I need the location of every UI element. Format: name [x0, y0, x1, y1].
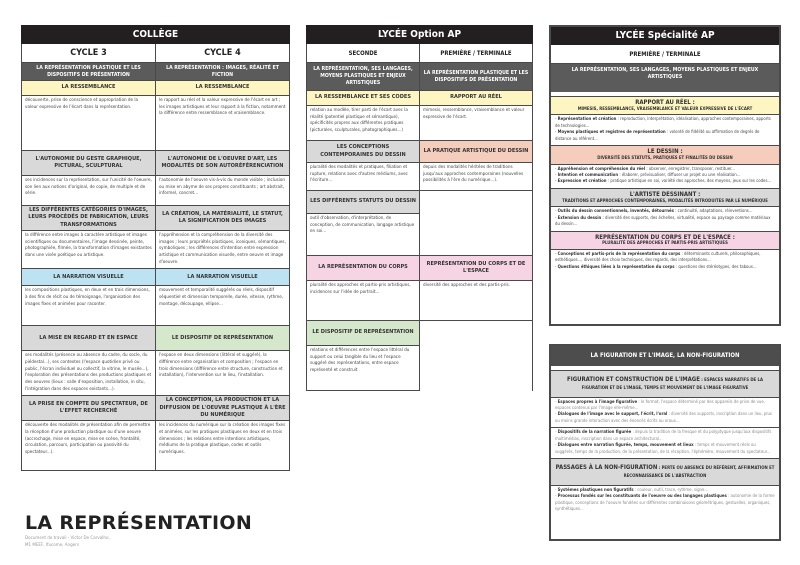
block-title: PASSAGES À LA NON-FIGURATION	[555, 464, 658, 472]
block-title: FIGURATION ET CONSTRUCTION DE L'IMAGE	[567, 376, 700, 383]
bullet-item: - Intention et communication : élaborer, prévisualiser, diffuser un projet ou une réalisation...	[555, 172, 741, 178]
theme-header: LES DIFFÉRENTS STATUTS DU DESSIN	[307, 191, 420, 214]
cycle-4-header: CYCLE 4	[156, 44, 290, 63]
block-text	[551, 206, 779, 230]
premiere-theme: LA REPRÉSENTATION PLASTIQUE ET LES DISPOSITIFS DE PRÉSENTATION	[420, 63, 533, 91]
seconde-theme: LA REPRÉSENTATION, SES LANGAGES, MOYENS PLASTIQUES ET ENJEUX ARTISTIQUES	[307, 63, 420, 91]
theme-header: LA PRISE EN COMPTE DU SPECTATEUR, DE L'EFFET RECHERCHÉ	[22, 396, 156, 421]
bullet-text: : élaborer, prévisualiser, diffuser un projet ou une réalisation...	[618, 172, 741, 178]
specialite-panel	[549, 25, 781, 326]
bullet-label: Extension du dessin	[557, 215, 602, 221]
bullet-label: Processus fondés sur les constituants de l'oeuvre ou des langages plastiques	[557, 494, 727, 500]
bullet-text: : continuité, adaptations, réinventions...	[673, 209, 753, 215]
theme-text: l'espace en deux dimensions (littéral et suggéré), la différence entre organisation et composition ; l'espace en trois dimensions (différence entre structure, construction et installation), l'intervention sur le lieu, l'installation.	[156, 351, 290, 396]
credit-author: Document de travail - Victor De Carvalho,	[25, 536, 110, 541]
bullet-text: : diversité des supports, inscription dans un lieu, plus ou moins grande interaction avec des énoncés écrits ou oraux...	[555, 412, 772, 424]
bullet-item: - Systèmes plastiques non figuratifs : couleur, outil, trace, rythme, signe...	[555, 487, 709, 493]
bullet-label: Appréhension et compréhension du réel	[557, 166, 646, 172]
bullet-text: : couleur, outil, trace, rythme, signe...	[633, 487, 709, 493]
block-header	[551, 96, 779, 114]
bullet-label: Outils du dessin conventionnels, inventés, détournés	[557, 209, 674, 215]
theme-header: LA MISE EN REGARD ET EN ESPACE	[22, 326, 156, 351]
theme-header: LES CONCEPTIONS CONTEMPORAINES DU DESSIN	[307, 141, 420, 163]
theme-text: découverte, prise de conscience et appropriation de la valeur expressive de l'écart dans la représentation.	[22, 96, 156, 151]
theme-text: relations et différences entre l'espace littéral du support ou celui tangible du lieu et l'espace suggéré des représentations, entre espace représenté et construit	[307, 346, 420, 391]
specialite-title: LYCÉE Spécialité AP	[551, 27, 779, 45]
credit-institution: M1 MEEF, Ifucome, Angers	[25, 543, 79, 548]
bullet-text: : observer, enregistrer, transposer, restituer...	[645, 166, 735, 172]
theme-text: la différence entre images à caractère artistique et images scientifiques ou documentaires, l'image dessinée, peinte, photographiée, filmée, la transformation d'images existantes dans une visée poétique ou artistique.	[22, 231, 156, 269]
college-panel	[21, 25, 290, 466]
theme-text: depuis des modalités héritées de traditions jusqu'aux approches contemporaines (nouvelles possibilités à l'ère du numérique...).	[420, 163, 533, 191]
option-title: LYCÉE Option AP	[307, 26, 533, 44]
specialite-theme: LA REPRÉSENTATION, SES LANGAGES, MOYENS PLASTIQUES ET ENJEUX ARTISTIQUES	[551, 64, 779, 92]
cycle-3-header: CYCLE 3	[22, 44, 156, 63]
bullet-label: Représentation et création	[557, 117, 617, 123]
theme-text: ses modalités (présence ou absence du cadre, du socle, du piédestal...), ses contextes (l'espace quotidien privé ou public, l'écran individuel ou collectif, la vitrine, le musée...), l'exploration des présentations des productions plastiques et des oeuvres (lieux : salle d'exposition, installation, in situ, l'intégration dans des espaces existants...).	[22, 351, 156, 396]
bullet-item: - Moyens plastiques et registres de représentation : volonté de fidélité ou affirmation de degrés de distance au référent...	[555, 130, 760, 142]
cycle-3-theme: LA REPRÉSENTATION PLASTIQUE ET LES DISPOSITIFS DE PRÉSENTATION	[22, 63, 156, 81]
empty-cell	[420, 191, 533, 214]
figuration-panel	[549, 344, 781, 541]
bullet-label: Expression et création	[557, 179, 607, 185]
bullet-item: - Conceptions et partis-pris de la représentation du corps : déterminants culturels, philosophiques, esthétiques..., diversité des choix techniques, des regards, des interprétations...	[555, 251, 761, 264]
figuration-title: LA FIGURATION ET L'IMAGE, LA NON-FIGURATION	[551, 346, 779, 366]
college-title: COLLÈGE	[22, 26, 290, 44]
theme-text: l'autonomie de l'oeuvre vis-à-vis du monde visible ; inclusion ou mise en abyme de ses propres constituants ; art abstrait, informel, concret...	[156, 176, 290, 206]
bullet-label: Conceptions et partis-pris de la représentation du corps	[557, 251, 681, 257]
bullet-item: - Dispositifs de la narration figurée : depuis la tradition de la fresque et du polyptyque jusqu'aux dispositifs multimédias, inscription dans un espace architectural...	[555, 430, 772, 442]
empty-cell	[420, 346, 533, 391]
theme-text: les compositions plastiques, en deux et en trois dimensions, à des fins de récit ou de témoignage, l'organisation des images fixes et animées pour raconter.	[22, 286, 156, 326]
theme-text: outil d'observation, d'interprétation, de conception, de communication, langage artistique en soi...	[307, 214, 420, 256]
empty-cell	[420, 214, 533, 256]
theme-header: LA NARRATION VISUELLE	[156, 269, 290, 286]
bullet-label: Dialogues de l'image avec le support, l'écrit, l'oral	[557, 412, 668, 418]
block-title: LE DESSIN :	[647, 148, 683, 156]
theme-text: les incidences du numérique sur la création des images fixes et animées, sur les pratiques plastiques en deux et en trois dimensions ; les relations entre intentions artistiques, médiums de la pratique plastique, codes et outils numériques.	[156, 421, 290, 471]
bullet-label: Dispositifs de la narration figurée	[557, 430, 632, 436]
bullet-text: : le format, l'espace déterminé par des appareils de prise de vue, espaces contenus par l'image elle-même...	[555, 399, 765, 412]
bullet-item: - Extension du dessin : diversité des supports, des échelles, virtualité, espace ou paysage comme matériaux du dessin...	[555, 215, 771, 228]
theme-text: mimesis, ressemblance, vraisemblance et valeur expressive de l'écart.	[420, 106, 533, 141]
college-table	[21, 25, 290, 471]
bullet-item: - Expression et création : pratique artistique en soi, variété des approches, des moyens, jeux sur les codes...	[555, 179, 772, 185]
bullet-text: : reproduction, interprétation, idéalisation, approches contemporaines, apports de technologies...	[555, 117, 771, 129]
bullet-item: - Processus fondés sur les constituants de l'oeuvre ou des langages plastiques : autonomie de la forme plastique, conceptions de l'oeuvre fondées sur différentes combinaisons géométriques, gestuelles, organiques, synthétiques...	[555, 494, 775, 512]
bullet-label: Espaces propres à l'image figurative	[557, 399, 638, 405]
theme-header: REPRÉSENTATION DU CORPS ET DE L'ESPACE	[420, 256, 533, 281]
theme-header: LE DISPOSITIF DE REPRÉSENTATION	[156, 326, 290, 351]
theme-header: L'AUTONOMIE DE L'OEUVRE D'ART, LES MODALITÉS DE SON AUTORÉFÉRENCIATION	[156, 151, 290, 176]
theme-text: relation au modèle, tirer parti de l'écart avec la réalité (potentiel plastique et sémantique), spécificités propres aux différentes pratiques (picturales, sculpturales, photographiques...)	[307, 106, 420, 141]
theme-header: LA RESSEMBLANCE	[156, 81, 290, 96]
bullet-text: : volonté de fidélité ou affirmation de degrés de distance au référent...	[555, 130, 760, 142]
bullet-text: : depuis la tradition de la fresque et du polyptyque jusqu'aux dispositifs multimédias, inscription dans un espace architectural...	[555, 430, 772, 442]
theme-header: LE DISPOSITIF DE REPRÉSENTATION	[307, 321, 420, 346]
premiere-terminale-header: PREMIÈRE / TERMINALE	[420, 44, 533, 63]
theme-header: LA CONCEPTION, LA PRODUCTION ET LA DIFFUSION DE L'OEUVRE PLASTIQUE À L'ÈRE DU NUMÉRIQUE	[156, 396, 290, 421]
bullet-label: Systèmes plastiques non figuratifs	[557, 487, 634, 493]
cycle-4-theme: LA REPRÉSENTATION : IMAGES, RÉALITÉ ET FICTION	[156, 63, 290, 81]
block-header	[551, 370, 779, 397]
bullet-label: Dialogues entre narration figurée, temps, mouvement et lieux	[557, 443, 694, 449]
bullet-item: - Outils du dessin conventionnels, inventés, détournés : continuité, adaptations, réinventions...	[555, 209, 753, 215]
block-header	[551, 145, 779, 163]
block-subtitle: : ESPACES NARRATIFS DE LA FIGURATION ET DE L'IMAGE, TEMPS ET MOUVEMENT DE L'IMAGE FIGURATIVE	[581, 378, 763, 391]
theme-text: mouvement et temporalité suggérés ou réels, dispositif séquentiel et dimension temporelle, durée, vitesse, rythme, montage, découpage, ellipse...	[156, 286, 290, 326]
block-title: L'ARTISTE DESSINANT :	[629, 190, 701, 198]
theme-header: LA CRÉATION, LA MATÉRIALITÉ, LE STATUT, LA SIGNIFICATION DES IMAGES	[156, 206, 290, 231]
bullet-text: : temps et mouvement réels ou suggérés, temps de la production, de la présentation, de la réception, l'éphémère, mouvement du spectateur...	[555, 443, 771, 455]
block-header	[551, 458, 779, 485]
block-subtitle: DIVERSITÉ DES STATUTS, PRATIQUES ET FINALITÉS DU DESSIN	[597, 155, 733, 161]
theme-text: pluralité des approches et partis-pris artistiques, incidences sur l'idée de portrait...	[307, 281, 420, 321]
theme-header: LA REPRÉSENTATION DU CORPS	[307, 256, 420, 281]
bullet-label: Intention et communication	[557, 172, 619, 178]
block-text	[551, 164, 779, 188]
theme-header: LA RESSEMBLANCE	[22, 81, 156, 96]
seconde-header: SECONDE	[307, 44, 420, 63]
block-text	[551, 249, 779, 273]
option-panel	[306, 25, 533, 391]
block-subtitle: TRADITIONS ET APPROCHES CONTEMPORAINES, MODALITÉS INTRODUITES PAR LE NUMÉRIQUE	[562, 198, 768, 204]
bullet-item: - Espaces propres à l'image figurative : le format, l'espace déterminé par des appareils de prise de vue, espaces contenus par l'image elle-même...	[555, 399, 765, 412]
bullet-text: : déterminants culturels, philosophiques, esthétiques..., diversité des choix techniques, des regards, des interprétations...	[555, 251, 761, 264]
bullet-item: - Appréhension et compréhension du réel : observer, enregistrer, transposer, restituer...	[555, 166, 735, 172]
empty-cell	[420, 321, 533, 346]
theme-header: LES DIFFÉRENTES CATÉGORIES D'IMAGES, LEURS PROCÉDÉS DE FABRICATION, LEURS TRANSFORMATIONS	[22, 206, 156, 231]
document-title: LA REPRÉSENTATION	[25, 512, 253, 534]
specialite-cycle: PREMIÈRE / TERMINALE	[551, 45, 779, 64]
block-text	[551, 114, 779, 145]
theme-header: LA PRATIQUE ARTISTIQUE DU DESSIN	[420, 141, 533, 163]
bullet-label: Questions éthiques liées à la représentation du corps	[557, 264, 675, 270]
theme-header: RAPPORT AU RÉEL	[420, 91, 533, 106]
bullet-label: Moyens plastiques et registres de représentation	[557, 130, 666, 136]
block-subtitle: PLURALITÉ DES APPROCHES ET PARTIS-PRIS ARTISTIQUES	[602, 241, 728, 247]
bullet-item: - Questions éthiques liées à la représentation du corps : questions des stéréotypes, des tabous...	[555, 264, 757, 270]
bullet-item: - Dialogues entre narration figurée, temps, mouvement et lieux : temps et mouvement réels ou suggérés, temps de la production, de la présentation, de la réception, l'éphémère, mouvement du spectateur...	[555, 443, 771, 455]
bullet-item: - Dialogues de l'image avec le support, l'écrit, l'oral : diversité des supports, inscription dans un lieu, plus ou moins grande interaction avec des énoncés écrits ou oraux...	[555, 412, 772, 424]
theme-text: diversité des approches et des partis-pris.	[420, 281, 533, 321]
theme-text: l'appréhension et la compréhension de la diversité des images ; leurs propriétés plastiques, iconiques, sémantiques, symboliques ; les différences d'intention entre expression artistique et communication visuelle, entre oeuvre et image d'oeuvre.	[156, 231, 290, 269]
bullet-text: : diversité des supports, des échelles, virtualité, espace ou paysage comme matériaux du dessin...	[555, 215, 771, 228]
theme-header: LA NARRATION VISUELLE	[22, 269, 156, 286]
theme-header: LA RESSEMBLANCE ET SES CODES	[307, 91, 420, 106]
block-header	[551, 231, 779, 249]
bullet-item: - Représentation et création : reproduction, interprétation, idéalisation, approches contemporaines, apports de technologies...	[555, 117, 771, 129]
theme-text: découverte des modalités de présentation afin de permettre la réception d'une production plastique ou d'une oeuvre (accrochage, mise en espace, mise en scène, frontalité, circulation, parcours, participation ou passivité du spectateur...).	[22, 421, 156, 471]
bullet-text: : autonomie de la forme plastique, conceptions de l'oeuvre fondées sur différentes combinaisons géométriques, gestuelles, organiques, synthétiques...	[555, 494, 775, 512]
block-subtitle: : PERTE OU ABSENCE DU RÉFÉRENT, AFFIRMATION ET RECONNAISSANCE DE L'ABSTRACTION	[623, 466, 775, 479]
theme-text: le rapport au réel et la valeur expressive de l'écart en art ; les images artistiques et leur rapport à la fiction, notamment la différence entre ressemblance et vraisemblance.	[156, 96, 290, 151]
bullet-text: : pratique artistique en soi, variété des approches, des moyens, jeux sur les codes...	[606, 179, 772, 185]
theme-text: ses incidences sur la représentation, sur l'unicité de l'oeuvre, son lien aux notions d'original, de copie, de multiple et de série.	[22, 176, 156, 206]
bullet-text: : questions des stéréotypes, des tabous...	[674, 264, 757, 270]
block-subtitle: MIMESIS, RESSEMBLANCE, VRAISEMBLANCE ET VALEUR EXPRESSIVE DE L'ÉCART	[577, 106, 753, 112]
block-text	[551, 427, 779, 458]
theme-header: L'AUTONOMIE DU GESTE GRAPHIQUE, PICTURAL, SCULPTURAL	[22, 151, 156, 176]
block-title: REPRÉSENTATION DU CORPS ET DE L'ESPACE :	[595, 233, 735, 241]
theme-text: pluralité des modalités et pratiques, filiation et rupture, relations avec d'autres médiums, avec l'écriture...	[307, 163, 420, 191]
option-table	[306, 25, 533, 391]
block-title: RAPPORT AU RÉEL :	[635, 99, 695, 106]
block-text	[551, 485, 779, 516]
block-header	[551, 188, 779, 206]
block-text	[551, 397, 779, 428]
